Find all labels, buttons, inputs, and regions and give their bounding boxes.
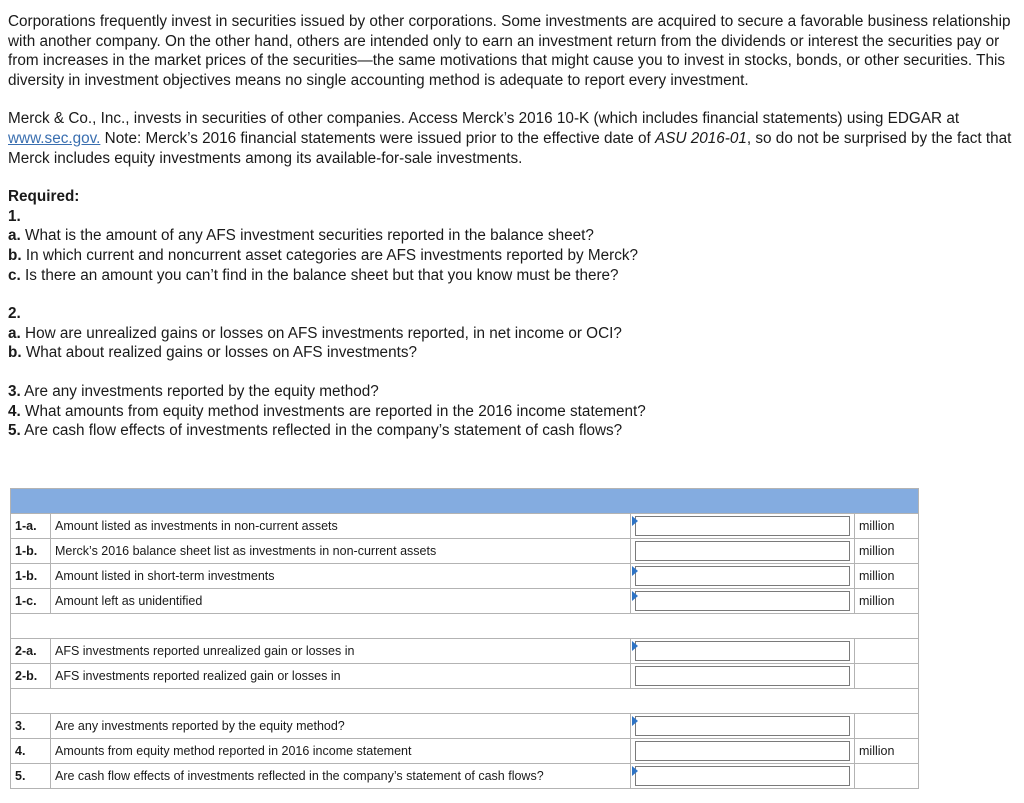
table-row — [11, 539, 919, 564]
row-unit — [855, 664, 919, 689]
row-code: 3. — [11, 714, 51, 739]
row-label: Are any investments reported by the equity method? — [51, 714, 631, 739]
row-unit: million — [855, 564, 919, 589]
row-unit: million — [855, 514, 919, 539]
table-row — [11, 739, 919, 764]
answer-input[interactable] — [635, 591, 850, 611]
row-code: 1-a. — [11, 514, 51, 539]
answer-input[interactable] — [635, 766, 850, 786]
question-1b: b. In which current and noncurrent asset categories are AFS investments reported by Merck? — [8, 246, 639, 264]
question-2a: a. How are unrealized gains or losses on AFS investments reported, in net income or OCI? — [8, 324, 622, 342]
row-label: AFS investments reported realized gain or losses in — [51, 664, 631, 689]
row-unit: million — [855, 589, 919, 614]
dropdown-marker-icon — [632, 516, 638, 526]
table-row — [11, 589, 919, 614]
answer-cell — [631, 764, 855, 789]
asu-reference: ASU 2016-01 — [655, 129, 747, 147]
row-unit: million — [855, 739, 919, 764]
row-code: 4. — [11, 739, 51, 764]
table-row — [11, 714, 919, 739]
answer-cell — [631, 589, 855, 614]
table-row — [11, 664, 919, 689]
question-1a: a. What is the amount of any AFS investment securities reported in the balance sheet? — [8, 227, 594, 245]
row-unit — [855, 714, 919, 739]
row-label: Amount listed in short-term investments — [51, 564, 631, 589]
answer-cell — [631, 664, 855, 689]
intro-paragraph-1: Corporations frequently invest in securities issued by other corporations. Some investments are acquired to secure a favorable business relationship with another company. On the other hand, others are intended only to earn an investment return from the dividends or interest the securities pay or from increases in the market prices of the securities—the same motivations that might cause you to invest in stocks, bonds, or other securities. This diversity in investment objectives means no single accounting method is adequate to report every investment. — [8, 13, 1011, 89]
problem-text — [8, 12, 1020, 441]
row-code: 2-b. — [11, 664, 51, 689]
row-label: Are cash flow effects of investments reflected in the company’s statement of cash flows? — [51, 764, 631, 789]
answer-cell — [631, 739, 855, 764]
answer-input[interactable] — [635, 666, 850, 686]
edgar-link[interactable]: www.sec.gov. — [8, 129, 101, 147]
answer-input[interactable] — [635, 641, 850, 661]
answer-input[interactable] — [635, 741, 850, 761]
required-heading: Required: — [8, 188, 80, 206]
dropdown-marker-icon — [632, 716, 638, 726]
row-code: 5. — [11, 764, 51, 789]
row-code: 2-a. — [11, 639, 51, 664]
answer-input[interactable] — [635, 541, 850, 561]
table-spacer-row — [11, 614, 919, 639]
table-header-bar — [11, 489, 919, 514]
row-label: Amount listed as investments in non-current assets — [51, 514, 631, 539]
row-label: AFS investments reported unrealized gain or losses in — [51, 639, 631, 664]
row-label: Amounts from equity method reported in 2016 income statement — [51, 739, 631, 764]
dropdown-marker-icon — [632, 566, 638, 576]
question-2b: b. What about realized gains or losses on AFS investments? — [8, 344, 417, 362]
question-3: 3. Are any investments reported by the equity method? — [8, 382, 379, 400]
answer-cell — [631, 514, 855, 539]
row-code: 1-c. — [11, 589, 51, 614]
intro-paragraph-2: Merck & Co., Inc., invests in securities of other companies. Access Merck’s 2016 10-K (which includes financial statements) using EDGAR at www.sec.gov. Note: Merck’s 2016 financial statements were issued prior to the effective date of ASU 2016-01, so do not be surprised by the fact that Merck includes equity investments among its available-for-sale investments. — [8, 110, 1012, 167]
row-unit: million — [855, 539, 919, 564]
table-row — [11, 514, 919, 539]
answer-cell — [631, 539, 855, 564]
row-unit — [855, 639, 919, 664]
row-unit — [855, 764, 919, 789]
row-label: Amount left as unidentified — [51, 589, 631, 614]
table-spacer-row — [11, 689, 919, 714]
question-4: 4. What amounts from equity method investments are reported in the 2016 income statement? — [8, 402, 646, 420]
table-row — [11, 639, 919, 664]
answer-cell — [631, 564, 855, 589]
question-1c: c. Is there an amount you can’t find in the balance sheet but that you know must be there? — [8, 266, 619, 284]
dropdown-marker-icon — [632, 766, 638, 776]
answer-input[interactable] — [635, 516, 850, 536]
answer-cell — [631, 714, 855, 739]
row-code: 1-b. — [11, 539, 51, 564]
answer-cell — [631, 639, 855, 664]
answer-table — [10, 488, 919, 789]
question-5: 5. Are cash flow effects of investments reflected in the company’s statement of cash flows? — [8, 422, 623, 440]
dropdown-marker-icon — [632, 641, 638, 651]
row-code: 1-b. — [11, 564, 51, 589]
row-label: Merck’s 2016 balance sheet list as investments in non-current assets — [51, 539, 631, 564]
table-row — [11, 764, 919, 789]
dropdown-marker-icon — [632, 591, 638, 601]
answer-input[interactable] — [635, 716, 850, 736]
question-2-number: 2. — [8, 305, 21, 323]
answer-input[interactable] — [635, 566, 850, 586]
table-row — [11, 564, 919, 589]
question-1-number: 1. — [8, 207, 21, 225]
